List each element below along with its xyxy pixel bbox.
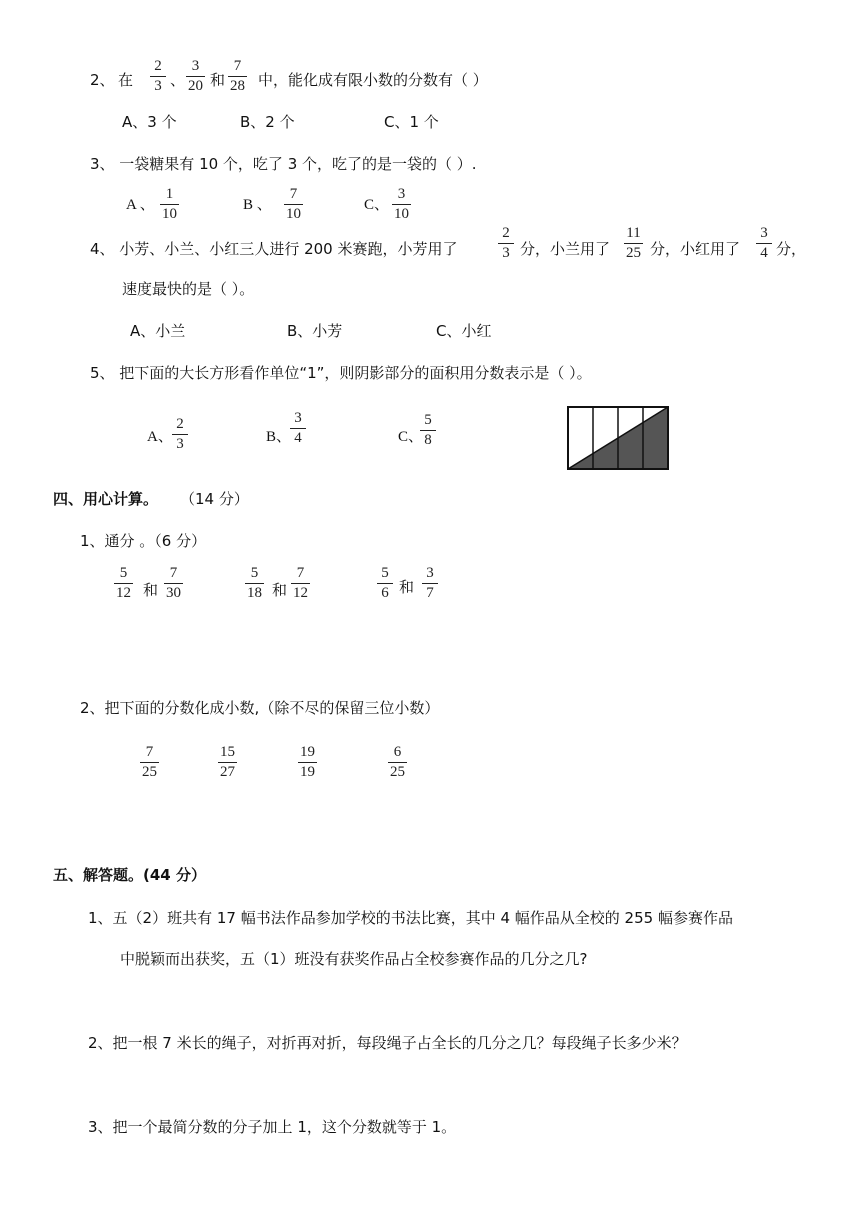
denominator: 20 bbox=[188, 78, 203, 94]
pair-1-fraction-a bbox=[114, 565, 133, 602]
q4-part-2: 分，小兰用了 bbox=[520, 240, 611, 258]
q4-line-2: 速度最快的是（ ）。 bbox=[122, 280, 255, 298]
section-4-sub-1: 1、通分 。（6 分） bbox=[80, 532, 207, 550]
shaded-rectangle-figure bbox=[566, 405, 670, 471]
numerator: 3 bbox=[191, 58, 200, 74]
q4-part-3: 分，小红用了 bbox=[650, 240, 741, 258]
numerator: 15 bbox=[220, 744, 235, 760]
numerator: 5 bbox=[424, 412, 432, 428]
q3-option-c-fraction bbox=[392, 186, 411, 223]
q5-option-c-fraction bbox=[420, 412, 436, 449]
q2-fraction-2 bbox=[186, 58, 205, 95]
denominator: 25 bbox=[626, 245, 641, 261]
numerator: 7 bbox=[169, 565, 178, 581]
q2-option-c: C、1 个 bbox=[384, 113, 439, 131]
section-4-title: 四、用心计算。 bbox=[53, 490, 159, 508]
pair-1-and: 和 bbox=[143, 581, 159, 599]
numerator: 19 bbox=[300, 744, 315, 760]
q5-option-b-fraction bbox=[290, 410, 306, 447]
denominator: 12 bbox=[116, 585, 131, 601]
q3-option-a-label: A 、 bbox=[126, 197, 155, 213]
q5-option-c-label: C、 bbox=[398, 429, 424, 445]
q4-part-4: 分， bbox=[776, 240, 807, 258]
numerator: 6 bbox=[393, 744, 402, 760]
denominator: 18 bbox=[247, 585, 262, 601]
numerator: 5 bbox=[381, 565, 389, 581]
q2-post: 中，能化成有限小数的分数有（ ） bbox=[258, 71, 488, 89]
decimal-fraction-3 bbox=[298, 744, 317, 781]
numerator: 3 bbox=[426, 565, 434, 581]
denominator: 25 bbox=[390, 764, 405, 780]
decimal-fraction-2 bbox=[218, 744, 237, 781]
q5-option-a-fraction bbox=[172, 416, 188, 453]
q2-option-b: B、2 个 bbox=[240, 113, 295, 131]
numerator: 3 bbox=[294, 410, 302, 426]
numerator: 11 bbox=[626, 225, 641, 241]
decimal-fraction-4 bbox=[388, 744, 407, 781]
denominator: 7 bbox=[426, 585, 434, 601]
q4-part-1: 4、 小芳、小兰、小红三人进行 200 米赛跑，小芳用了 bbox=[90, 240, 458, 258]
numerator: 5 bbox=[119, 565, 128, 581]
q3-option-b-label: B 、 bbox=[243, 197, 272, 213]
q3-option-a-fraction bbox=[160, 186, 179, 223]
pair-2-fraction-a bbox=[245, 565, 264, 602]
q4-fraction-3 bbox=[756, 225, 772, 262]
q3-text: 3、 一袋糖果有 10 个，吃了 3 个，吃了的是一袋的（ ）. bbox=[90, 155, 477, 173]
denominator: 27 bbox=[220, 764, 235, 780]
q4-fraction-2 bbox=[624, 225, 643, 262]
problem-3: 3、把一个最简分数的分子加上 1，这个分数就等于 1。 bbox=[88, 1118, 457, 1136]
numerator: 7 bbox=[145, 744, 154, 760]
denominator: 6 bbox=[381, 585, 389, 601]
numerator: 7 bbox=[233, 58, 242, 74]
numerator: 2 bbox=[154, 58, 162, 74]
numerator: 3 bbox=[760, 225, 768, 241]
q5-text: 5、 把下面的大长方形看作单位“1”，则阴影部分的面积用分数表示是（ ）。 bbox=[90, 364, 592, 382]
q3-option-b-fraction bbox=[284, 186, 303, 223]
pair-3-and: 和 bbox=[399, 578, 415, 596]
pair-3-fraction-b bbox=[422, 565, 438, 602]
numerator: 5 bbox=[250, 565, 259, 581]
q5-option-a-label: A、 bbox=[147, 429, 173, 445]
q3-option-c-label: C、 bbox=[364, 197, 390, 213]
q4-option-c: C、小红 bbox=[436, 322, 492, 340]
denominator: 30 bbox=[166, 585, 181, 601]
problem-1-line-1: 1、五（2）班共有 17 幅书法作品参加学校的书法比赛，其中 4 幅作品从全校的 255 幅参赛作品 bbox=[88, 909, 733, 927]
numerator: 7 bbox=[296, 565, 305, 581]
denominator: 4 bbox=[760, 245, 768, 261]
numerator: 2 bbox=[502, 225, 510, 241]
denominator: 12 bbox=[293, 585, 308, 601]
numerator: 1 bbox=[165, 186, 174, 202]
q5-option-b-label: B、 bbox=[266, 429, 292, 445]
q2-pre: 在 bbox=[118, 71, 134, 89]
numerator: 2 bbox=[176, 416, 184, 432]
pair-2-and: 和 bbox=[272, 581, 288, 599]
q2-option-a: A、3 个 bbox=[122, 113, 177, 131]
problem-1-line-2: 中脱颖而出获奖，五（1）班没有获奖作品占全校参赛作品的几分之几? bbox=[120, 950, 588, 968]
q4-option-a: A、小兰 bbox=[130, 322, 186, 340]
denominator: 10 bbox=[286, 206, 301, 222]
pair-3-fraction-a bbox=[377, 565, 393, 602]
denominator: 10 bbox=[394, 206, 409, 222]
q2-fraction-1 bbox=[150, 58, 166, 95]
q4-option-b: B、小芳 bbox=[287, 322, 343, 340]
q2-and: 和 bbox=[210, 71, 226, 89]
numerator: 7 bbox=[289, 186, 298, 202]
section-4-sub-2: 2、把下面的分数化成小数,（除不尽的保留三位小数） bbox=[80, 699, 440, 717]
denominator: 28 bbox=[230, 78, 245, 94]
denominator: 4 bbox=[294, 430, 302, 446]
denominator: 8 bbox=[424, 432, 432, 448]
numerator: 3 bbox=[397, 186, 406, 202]
pair-1-fraction-b bbox=[164, 565, 183, 602]
denominator: 3 bbox=[154, 78, 162, 94]
q2-separator: 、 bbox=[170, 71, 186, 89]
q2-fraction-3 bbox=[228, 58, 247, 95]
section-4-score: （14 分） bbox=[180, 490, 249, 508]
denominator: 3 bbox=[176, 436, 184, 452]
q4-fraction-1 bbox=[498, 225, 514, 262]
pair-2-fraction-b bbox=[291, 565, 310, 602]
problem-2: 2、把一根 7 米长的绳子，对折再对折，每段绳子占全长的几分之几？每段绳子长多少米？ bbox=[88, 1034, 687, 1052]
decimal-fraction-1 bbox=[140, 744, 159, 781]
denominator: 25 bbox=[142, 764, 157, 780]
denominator: 3 bbox=[502, 245, 510, 261]
q2-number: 2、 bbox=[90, 71, 115, 89]
denominator: 10 bbox=[162, 206, 177, 222]
denominator: 19 bbox=[300, 764, 315, 780]
section-5-title: 五、解答题。(44 分） bbox=[53, 866, 206, 884]
